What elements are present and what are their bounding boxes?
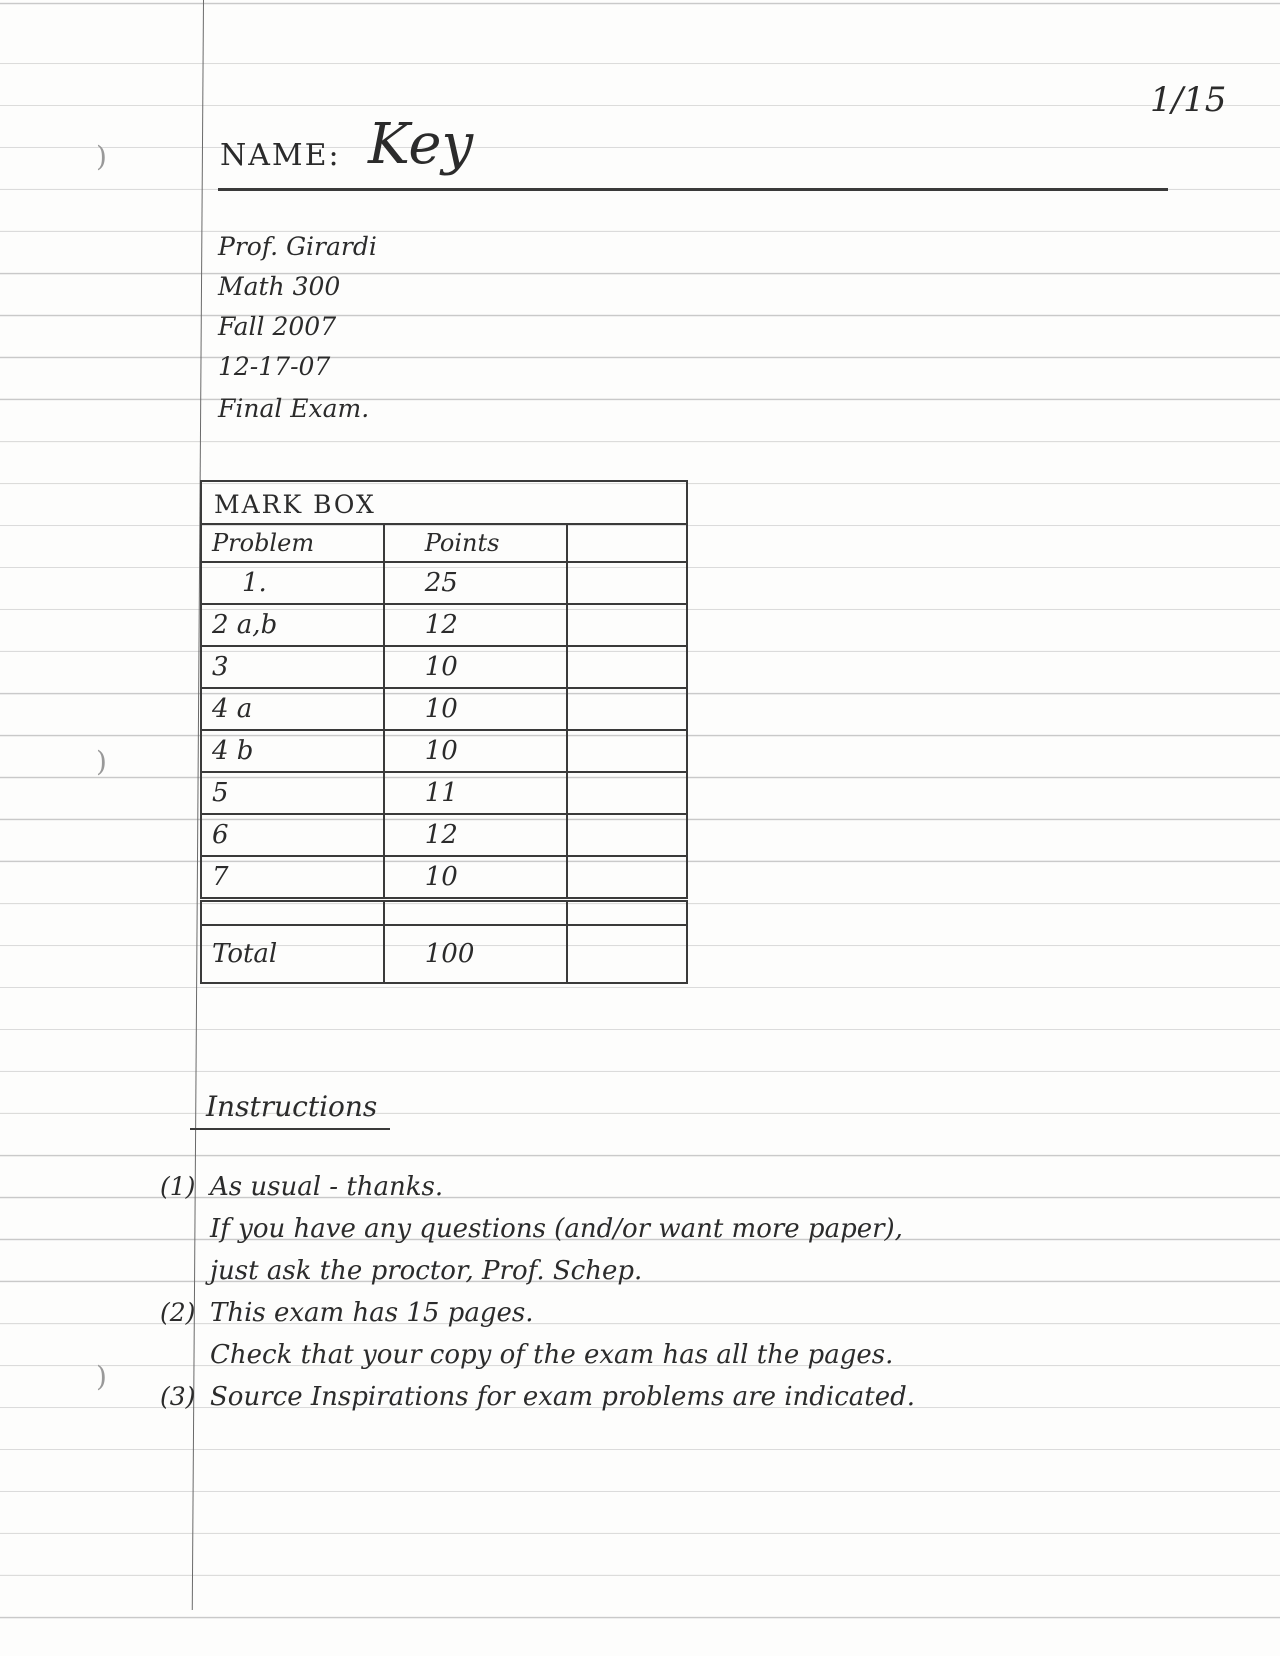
- points-cell: 25: [384, 562, 567, 604]
- total-row: [201, 925, 687, 983]
- instruction-line: This exam has 15 pages.: [210, 1298, 534, 1328]
- instruction-line: Check that your copy of the exam has all the pages.: [210, 1340, 894, 1370]
- professor-name: Prof. Girardi: [218, 232, 377, 261]
- page-number: 1/15: [1150, 80, 1227, 120]
- table-row: [201, 562, 687, 604]
- table-row: [201, 604, 687, 646]
- problem-cell: 5: [201, 772, 384, 814]
- total-points: 100: [384, 925, 567, 983]
- points-cell: 10: [384, 688, 567, 730]
- header-problem: Problem: [201, 524, 384, 562]
- exam-date: 12-17-07: [218, 352, 331, 381]
- name-label: NAME:: [220, 138, 341, 173]
- mark-box-title: MARK BOX: [200, 480, 688, 523]
- instructions-title: Instructions: [206, 1090, 378, 1123]
- instruction-number: (1): [160, 1172, 196, 1201]
- table-header-row: [201, 524, 687, 562]
- points-cell: 12: [384, 814, 567, 856]
- problem-cell: 7: [201, 856, 384, 900]
- points-cell: 10: [384, 856, 567, 900]
- score-cell: [567, 730, 687, 772]
- problem-cell: 4 b: [201, 730, 384, 772]
- exam-title: Final Exam.: [218, 394, 370, 423]
- table-row: [201, 688, 687, 730]
- score-cell: [567, 562, 687, 604]
- instruction-line: just ask the proctor, Prof. Schep.: [210, 1256, 643, 1286]
- table-row: [201, 772, 687, 814]
- instruction-line: Source Inspirations for exam problems are indicated.: [210, 1382, 916, 1412]
- header-score: [567, 524, 687, 562]
- points-cell: 12: [384, 604, 567, 646]
- problem-cell: 1.: [201, 562, 384, 604]
- table-row: [201, 730, 687, 772]
- problem-cell: 2 a,b: [201, 604, 384, 646]
- header-points: Points: [384, 524, 567, 562]
- table-row: [201, 814, 687, 856]
- instructions-underline: [190, 1128, 390, 1130]
- name-underline: [218, 188, 1168, 191]
- table-row: [201, 646, 687, 688]
- points-cell: 10: [384, 646, 567, 688]
- punch-hole-mark: ): [96, 745, 107, 778]
- score-cell: [567, 646, 687, 688]
- total-label: Total: [201, 925, 384, 983]
- problem-cell: 3: [201, 646, 384, 688]
- problem-cell: 4 a: [201, 688, 384, 730]
- table-row: [201, 856, 687, 900]
- table-separator-row: [201, 900, 687, 926]
- name-value: Key: [368, 112, 474, 177]
- score-cell: [567, 814, 687, 856]
- instruction-number: (2): [160, 1298, 196, 1327]
- instruction-line: If you have any questions (and/or want more paper),: [210, 1214, 903, 1244]
- punch-hole-mark: ): [96, 1360, 107, 1393]
- term: Fall 2007: [218, 312, 337, 341]
- points-cell: 10: [384, 730, 567, 772]
- mark-box-table: [200, 480, 688, 984]
- instruction-number: (3): [160, 1382, 196, 1411]
- score-cell: [567, 604, 687, 646]
- problem-cell: 6: [201, 814, 384, 856]
- score-cell: [567, 772, 687, 814]
- points-cell: 11: [384, 772, 567, 814]
- score-cell: [567, 688, 687, 730]
- total-score-cell: [567, 925, 687, 983]
- course-name: Math 300: [218, 272, 341, 301]
- score-cell: [567, 856, 687, 900]
- punch-hole-mark: ): [96, 140, 107, 173]
- instruction-line: As usual - thanks.: [210, 1172, 444, 1202]
